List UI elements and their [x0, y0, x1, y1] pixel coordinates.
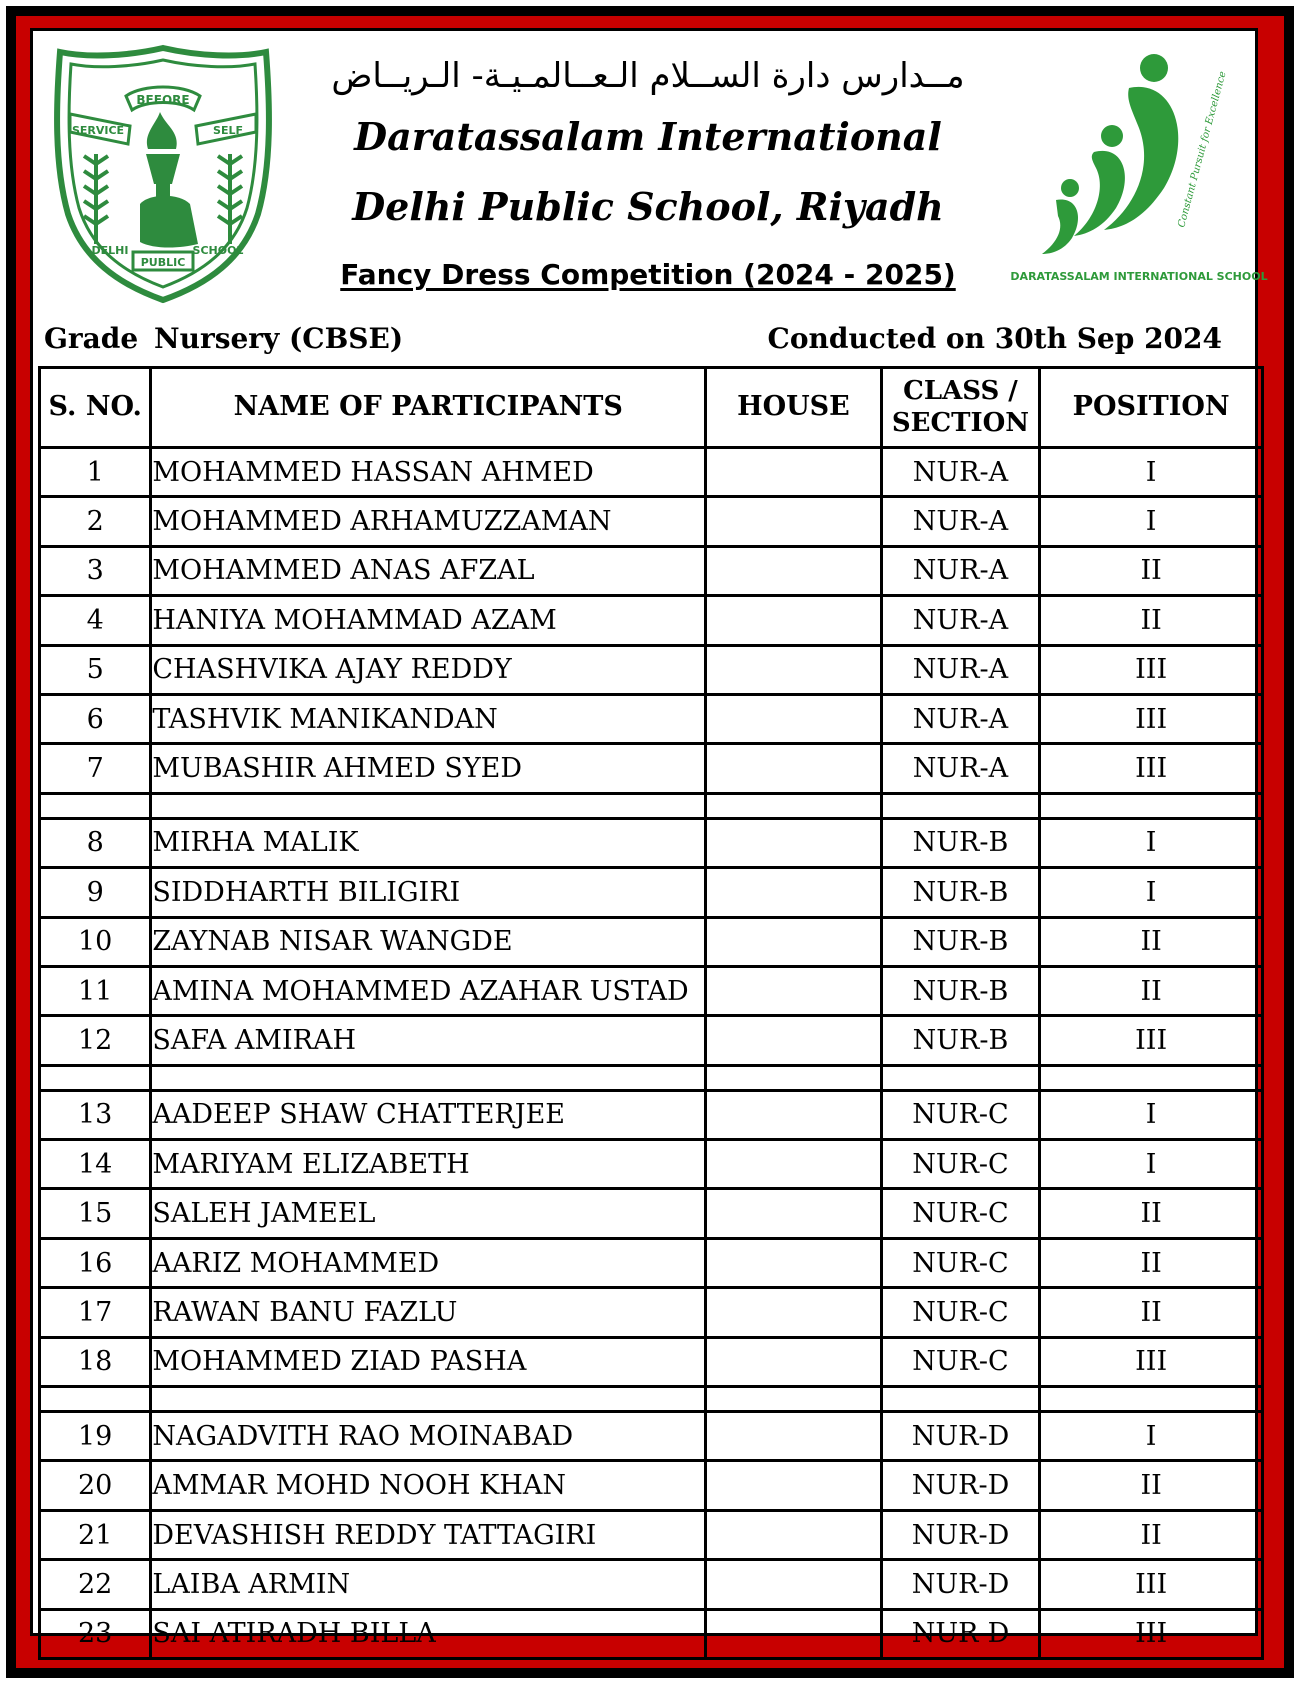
- house-cell: [706, 744, 882, 793]
- house-cell: [706, 917, 882, 966]
- position-cell: III: [1040, 694, 1263, 743]
- sno-cell: 16: [40, 1238, 151, 1287]
- table-body: [40, 448, 1263, 1659]
- house-cell: [706, 546, 882, 595]
- header-position: POSITION: [1040, 368, 1263, 448]
- participant-name-cell: SAFA AMIRAH: [151, 1016, 706, 1065]
- participant-name-cell: MIRHA MALIK: [151, 818, 706, 867]
- sno-cell: 7: [40, 744, 151, 793]
- sno-cell: 22: [40, 1560, 151, 1609]
- table-row: [40, 1560, 1263, 1609]
- spacer-cell: [881, 793, 1039, 818]
- sno-cell: 5: [40, 645, 151, 694]
- spacer-row: [40, 793, 1263, 818]
- class-section-cell: NUR-C: [881, 1238, 1039, 1287]
- participant-name-cell: AMINA MOHAMMED AZAHAR USTAD: [151, 966, 706, 1015]
- sno-cell: 17: [40, 1288, 151, 1337]
- participant-name-cell: SALEH JAMEEL: [151, 1189, 706, 1238]
- class-section-cell: NUR-C: [881, 1090, 1039, 1139]
- table-row: [40, 1510, 1263, 1559]
- class-section-cell: NUR-A: [881, 448, 1039, 497]
- svg-text:Constant Pursuit for Excellenc: Constant Pursuit for Excellence: [1176, 70, 1229, 229]
- header-class-line-2: SECTION: [891, 407, 1030, 438]
- daratassalam-figures-logo-icon: [1010, 48, 1268, 298]
- table-row: [40, 1238, 1263, 1287]
- sno-cell: 21: [40, 1510, 151, 1559]
- table-row: [40, 645, 1263, 694]
- header-class-line-1: CLASS /: [903, 376, 1018, 407]
- table-row: [40, 1609, 1263, 1658]
- spacer-cell: [1040, 793, 1263, 818]
- participant-name-cell: LAIBA ARMIN: [151, 1560, 706, 1609]
- spacer-cell: [881, 1387, 1039, 1412]
- position-cell: II: [1040, 917, 1263, 966]
- spacer-cell: [151, 1387, 706, 1412]
- house-cell: [706, 1609, 882, 1658]
- sno-cell: 2: [40, 497, 151, 546]
- svg-text:SELF: SELF: [213, 124, 243, 137]
- table-row: [40, 546, 1263, 595]
- house-cell: [706, 448, 882, 497]
- class-section-cell: NUR-C: [881, 1337, 1039, 1386]
- svg-text:DELHI: DELHI: [91, 244, 129, 257]
- house-cell: [706, 818, 882, 867]
- class-section-cell: NUR-B: [881, 868, 1039, 917]
- table-row: [40, 1090, 1263, 1139]
- class-section-cell: NUR-B: [881, 1016, 1039, 1065]
- class-section-cell: NUR-A: [881, 596, 1039, 645]
- participant-name-cell: TASHVIK MANIKANDAN: [151, 694, 706, 743]
- position-cell: III: [1040, 1560, 1263, 1609]
- table-row: [40, 1412, 1263, 1461]
- spacer-cell: [1040, 1065, 1263, 1090]
- table-row: [40, 1461, 1263, 1510]
- class-section-cell: NUR-C: [881, 1140, 1039, 1189]
- house-cell: [706, 868, 882, 917]
- position-cell: I: [1040, 1140, 1263, 1189]
- spacer-cell: [706, 1065, 882, 1090]
- table-row: [40, 1016, 1263, 1065]
- sno-cell: 11: [40, 966, 151, 1015]
- spacer-cell: [1040, 1387, 1263, 1412]
- class-section-cell: NUR-D: [881, 1510, 1039, 1559]
- sno-cell: 18: [40, 1337, 151, 1386]
- position-cell: II: [1040, 1189, 1263, 1238]
- sno-cell: 20: [40, 1461, 151, 1510]
- class-section-cell: NUR-B: [881, 818, 1039, 867]
- sno-cell: 4: [40, 596, 151, 645]
- participant-name-cell: AMMAR MOHD NOOH KHAN: [151, 1461, 706, 1510]
- class-section-cell: NUR-B: [881, 966, 1039, 1015]
- house-cell: [706, 1016, 882, 1065]
- competition-title: Fancy Dress Competition (2024 - 2025): [340, 258, 956, 291]
- house-cell: [706, 1461, 882, 1510]
- house-cell: [706, 596, 882, 645]
- participant-name-cell: MOHAMMED ARHAMUZZAMAN: [151, 497, 706, 546]
- class-section-cell: NUR-B: [881, 917, 1039, 966]
- dps-emblem-icon: [48, 44, 278, 304]
- school-name-line-1: Daratassalam International: [354, 114, 942, 159]
- school-name-line-2: Delhi Public School, Riyadh: [352, 184, 944, 229]
- house-cell: [706, 966, 882, 1015]
- position-cell: I: [1040, 1412, 1263, 1461]
- participant-name-cell: CHASHVIKA AJAY REDDY: [151, 645, 706, 694]
- sno-cell: 9: [40, 868, 151, 917]
- house-cell: [706, 1337, 882, 1386]
- class-section-cell: NUR-A: [881, 546, 1039, 595]
- position-cell: I: [1040, 1090, 1263, 1139]
- participant-name-cell: SAI ATIRADH BILLA: [151, 1609, 706, 1658]
- header-house: HOUSE: [706, 368, 882, 448]
- house-cell: [706, 1560, 882, 1609]
- table-row: [40, 868, 1263, 917]
- house-cell: [706, 497, 882, 546]
- document-header: [38, 38, 1268, 358]
- participant-name-cell: SIDDHARTH BILIGIRI: [151, 868, 706, 917]
- participant-name-cell: HANIYA MOHAMMAD AZAM: [151, 596, 706, 645]
- class-section-cell: NUR-D: [881, 1560, 1039, 1609]
- spacer-cell: [40, 1065, 151, 1090]
- spacer-cell: [151, 1065, 706, 1090]
- house-cell: [706, 1288, 882, 1337]
- grade-value: Nursery (CBSE): [154, 322, 404, 355]
- position-cell: II: [1040, 966, 1263, 1015]
- table-row: [40, 1337, 1263, 1386]
- position-cell: II: [1040, 596, 1263, 645]
- spacer-row: [40, 1387, 1263, 1412]
- participant-name-cell: NAGADVITH RAO MOINABAD: [151, 1412, 706, 1461]
- house-cell: [706, 1412, 882, 1461]
- position-cell: I: [1040, 448, 1263, 497]
- position-cell: II: [1040, 1510, 1263, 1559]
- position-cell: I: [1040, 818, 1263, 867]
- house-cell: [706, 1238, 882, 1287]
- participant-name-cell: DEVASHISH REDDY TATTAGIRI: [151, 1510, 706, 1559]
- sno-cell: 6: [40, 694, 151, 743]
- svg-text:PUBLIC: PUBLIC: [140, 256, 186, 269]
- position-cell: II: [1040, 546, 1263, 595]
- house-cell: [706, 645, 882, 694]
- sno-cell: 1: [40, 448, 151, 497]
- table-row: [40, 966, 1263, 1015]
- house-cell: [706, 1510, 882, 1559]
- participant-name-cell: RAWAN BANU FAZLU: [151, 1288, 706, 1337]
- table-row: [40, 1189, 1263, 1238]
- position-cell: III: [1040, 645, 1263, 694]
- participant-name-cell: MOHAMMED HASSAN AHMED: [151, 448, 706, 497]
- svg-text:DARATASSALAM INTERNATIONAL SCH: DARATASSALAM INTERNATIONAL SCHOOL: [1010, 270, 1268, 283]
- document-body: [38, 38, 1268, 1650]
- table-row: [40, 497, 1263, 546]
- participant-name-cell: MARIYAM ELIZABETH: [151, 1140, 706, 1189]
- school-name-arabic: مــدارس دارة الســلام الـعــالمـيـة- الـريــاض: [331, 56, 965, 96]
- svg-text:BEFORE: BEFORE: [136, 93, 190, 107]
- sno-cell: 12: [40, 1016, 151, 1065]
- spacer-cell: [881, 1065, 1039, 1090]
- position-cell: III: [1040, 1337, 1263, 1386]
- table-header-row: [40, 368, 1263, 448]
- table-row: [40, 448, 1263, 497]
- sno-cell: 10: [40, 917, 151, 966]
- spacer-cell: [151, 793, 706, 818]
- house-cell: [706, 1189, 882, 1238]
- house-cell: [706, 1140, 882, 1189]
- table-row: [40, 917, 1263, 966]
- header-name: NAME OF PARTICIPANTS: [151, 368, 706, 448]
- class-section-cell: NUR-A: [881, 497, 1039, 546]
- position-cell: III: [1040, 744, 1263, 793]
- class-section-cell: NUR-D: [881, 1412, 1039, 1461]
- header-class-section: [881, 368, 1039, 448]
- participant-name-cell: MUBASHIR AHMED SYED: [151, 744, 706, 793]
- sno-cell: 13: [40, 1090, 151, 1139]
- class-section-cell: NUR-A: [881, 645, 1039, 694]
- conducted-date: Conducted on 30th Sep 2024: [767, 322, 1222, 355]
- participant-name-cell: ZAYNAB NISAR WANGDE: [151, 917, 706, 966]
- results-table: [38, 366, 1264, 1660]
- position-cell: I: [1040, 497, 1263, 546]
- position-cell: III: [1040, 1016, 1263, 1065]
- position-cell: I: [1040, 868, 1263, 917]
- class-section-cell: NUR-C: [881, 1288, 1039, 1337]
- sno-cell: 15: [40, 1189, 151, 1238]
- header-sno: S. NO.: [40, 368, 151, 448]
- class-section-cell: NUR-D: [881, 1609, 1039, 1658]
- class-section-cell: NUR-D: [881, 1461, 1039, 1510]
- spacer-cell: [706, 793, 882, 818]
- spacer-cell: [40, 793, 151, 818]
- spacer-cell: [40, 1387, 151, 1412]
- table-row: [40, 1140, 1263, 1189]
- spacer-cell: [706, 1387, 882, 1412]
- position-cell: III: [1040, 1609, 1263, 1658]
- sno-cell: 23: [40, 1609, 151, 1658]
- table-row: [40, 818, 1263, 867]
- table-row: [40, 596, 1263, 645]
- svg-text:SCHOOL: SCHOOL: [192, 244, 244, 257]
- sno-cell: 3: [40, 546, 151, 595]
- house-cell: [706, 694, 882, 743]
- sno-cell: 19: [40, 1412, 151, 1461]
- house-cell: [706, 1090, 882, 1139]
- position-cell: II: [1040, 1461, 1263, 1510]
- spacer-row: [40, 1065, 1263, 1090]
- class-section-cell: NUR-C: [881, 1189, 1039, 1238]
- participant-name-cell: MOHAMMED ANAS AFZAL: [151, 546, 706, 595]
- participant-name-cell: AADEEP SHAW CHATTERJEE: [151, 1090, 706, 1139]
- position-cell: II: [1040, 1288, 1263, 1337]
- table-row: [40, 744, 1263, 793]
- participant-name-cell: MOHAMMED ZIAD PASHA: [151, 1337, 706, 1386]
- class-section-cell: NUR-A: [881, 694, 1039, 743]
- position-cell: II: [1040, 1238, 1263, 1287]
- svg-text:SERVICE: SERVICE: [71, 124, 125, 137]
- class-section-cell: NUR-A: [881, 744, 1039, 793]
- table-row: [40, 1288, 1263, 1337]
- participant-name-cell: AARIZ MOHAMMED: [151, 1238, 706, 1287]
- table-row: [40, 694, 1263, 743]
- sno-cell: 8: [40, 818, 151, 867]
- grade-label: Grade: [44, 322, 139, 355]
- sno-cell: 14: [40, 1140, 151, 1189]
